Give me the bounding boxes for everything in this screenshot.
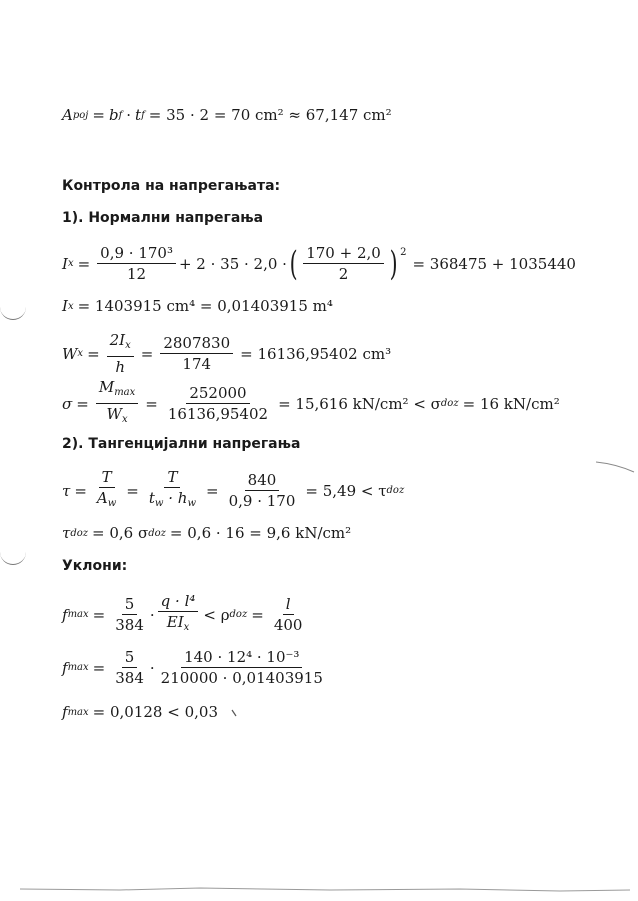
equation-sigma: σ = $\frac{M_{max}}{W_x}$ = $\frac{252000}{16136,95402}$ = 15,616 kN/cm² < σ doz = 16 kN/cm² bbox=[62, 378, 560, 429]
equation-rhs: = 5,49 < τ bbox=[305, 481, 387, 500]
var: f bbox=[62, 658, 68, 677]
denominator: 0,9 · 170 bbox=[228, 492, 296, 510]
sub: f bbox=[141, 109, 145, 121]
shear-stress-heading: 2). Тангенцијални напрегања bbox=[62, 436, 301, 452]
sub: doz bbox=[229, 609, 248, 620]
denominator: 16136,95402 bbox=[167, 405, 269, 423]
numerator: 140 · 12⁴ · 10⁻³ bbox=[181, 648, 302, 668]
numerator: q · l⁴ bbox=[160, 592, 196, 610]
denominator: A bbox=[96, 489, 108, 507]
equation-tau: τ = $\frac{T}{A_w}$ = $\frac{T}{t_w \cdot h_w}$ = $\frac{840}{0,9 \cdot 170}$ = 5,49 < τ doz bbox=[62, 468, 404, 513]
sub: doz bbox=[70, 527, 89, 539]
var: t bbox=[135, 106, 142, 124]
sub: x bbox=[121, 414, 128, 425]
denominator: EI bbox=[166, 613, 184, 631]
equation-rhs: = 16136,95402 cm³ bbox=[240, 344, 392, 363]
denominator: t bbox=[148, 489, 155, 507]
left-paren: ( bbox=[289, 243, 298, 284]
equation-rhs: = 15,616 kN/cm² < σ bbox=[278, 394, 441, 413]
equation-mid: + 2 · 35 · 2,0 · bbox=[178, 254, 287, 273]
equation-rhs: = 1403915 cm⁴ = 0,01403915 m⁴ bbox=[77, 297, 333, 315]
sub: doz bbox=[148, 527, 166, 539]
sub: max bbox=[67, 706, 89, 718]
numerator: 2807830 bbox=[160, 334, 233, 354]
denominator: 2 bbox=[338, 265, 349, 283]
numerator: M bbox=[98, 378, 115, 396]
equation-rhs: = 0,0128 < 0,03 bbox=[92, 703, 218, 721]
numerator: T bbox=[167, 468, 178, 486]
equation-apoj: A poj = b f · t f = 35 · 2 = 70 cm² ≈ 67,147 cm² bbox=[62, 106, 392, 124]
fraction bbox=[107, 331, 134, 376]
section-heading: Контрола на напрегањата: bbox=[62, 178, 281, 194]
punch-hole-mark bbox=[0, 550, 26, 565]
numerator: 170 + 2,0 bbox=[303, 244, 384, 264]
var: τ bbox=[62, 481, 71, 500]
right-paren: ) bbox=[389, 243, 398, 284]
var: f bbox=[62, 605, 68, 624]
sub: max bbox=[67, 662, 89, 673]
var: f bbox=[62, 703, 68, 721]
sub: f bbox=[118, 109, 123, 121]
exponent: 2 bbox=[400, 247, 407, 258]
var: σ bbox=[62, 394, 73, 413]
var: I bbox=[62, 254, 68, 273]
equation-mid: = 0,6 σ bbox=[92, 524, 149, 542]
fraction bbox=[226, 471, 299, 510]
sub: max bbox=[114, 387, 136, 398]
sub: w bbox=[187, 498, 197, 509]
sub: x bbox=[67, 258, 74, 269]
fraction bbox=[94, 468, 119, 513]
equation-rhs: = 35 · 2 = 70 cm² ≈ 67,147 cm² bbox=[148, 106, 392, 124]
denominator: 400 bbox=[273, 616, 303, 634]
fraction bbox=[158, 592, 199, 637]
var: I bbox=[62, 297, 68, 315]
fraction bbox=[160, 334, 233, 373]
denominator: 174 bbox=[182, 355, 212, 373]
numerator: 252000 bbox=[186, 384, 249, 404]
denominator: 384 bbox=[115, 616, 144, 634]
fraction bbox=[303, 244, 384, 283]
numerator: 5 bbox=[122, 648, 138, 668]
equation-ix-value bbox=[62, 297, 333, 315]
fraction bbox=[96, 378, 138, 429]
var: τ bbox=[62, 524, 71, 542]
sub: x bbox=[77, 348, 84, 359]
sub: w bbox=[154, 498, 164, 509]
fraction bbox=[271, 595, 306, 634]
sub: x bbox=[125, 340, 131, 351]
sub: x bbox=[67, 300, 74, 312]
numerator: 0,9 · 170³ bbox=[97, 244, 176, 264]
equation-taudoz bbox=[62, 524, 351, 542]
punch-hole-mark bbox=[0, 305, 26, 320]
sub: poj bbox=[72, 109, 89, 121]
fraction bbox=[158, 648, 326, 687]
fraction bbox=[165, 384, 271, 423]
var: b bbox=[108, 106, 119, 124]
page-edge-shadow bbox=[0, 885, 638, 895]
fraction bbox=[112, 595, 147, 634]
denominator: 210000 · 0,01403915 bbox=[160, 669, 323, 687]
equation-wx: W x = $\frac{2I_x}{h}$ = $\frac{2807830}{174}$ = 16136,95402 cm³ bbox=[62, 331, 392, 376]
numerator: T bbox=[101, 468, 112, 486]
sub: x bbox=[183, 622, 190, 633]
equation-fmax-formula: f max = $\frac{5}{384}$ · $\frac{\text{q · l⁴}}{EI_x}$ < ρ doz = $\frac{l}{400}$ bbox=[62, 592, 308, 637]
equation-mid: < ρ bbox=[203, 605, 230, 624]
fraction bbox=[146, 468, 199, 513]
equation-fmax-result bbox=[62, 703, 218, 721]
sub: doz bbox=[440, 398, 459, 409]
equation-fmax-substituted: f max = $\frac{5}{384}$ · $\frac{\text{140 · 12⁴ · 10⁻³}}{210000 \cdot 0,01403915}$ bbox=[62, 648, 329, 687]
sub: doz bbox=[386, 485, 405, 496]
numerator: 840 bbox=[245, 471, 280, 491]
deflection-heading: Уклони: bbox=[62, 558, 128, 574]
denominator: 384 bbox=[115, 669, 144, 687]
numerator: l bbox=[285, 595, 291, 613]
denominator: W bbox=[106, 405, 122, 423]
numerator: 5 bbox=[122, 595, 138, 615]
equation-rhs-tail: = 16 kN/cm² bbox=[462, 394, 560, 413]
scan-mark bbox=[596, 460, 636, 474]
sub: w bbox=[107, 498, 117, 509]
var: W bbox=[62, 344, 78, 363]
fraction bbox=[112, 648, 147, 687]
var: A bbox=[62, 106, 73, 124]
equation-rhs: = 368475 + 1035440 bbox=[412, 254, 576, 273]
normal-stress-heading: 1). Нормални напрегања bbox=[62, 210, 264, 226]
equation-ix-expanded: I x = $\frac{\text{0,9 · 170³}}{12}$ + 2 · 35 · 2,0 · ( $\frac{170 + 2,0}{2}$ ) $^2$ = 368475 + 1035440 bbox=[62, 243, 576, 284]
numerator: 2I bbox=[109, 331, 126, 349]
pencil-mark bbox=[230, 708, 244, 720]
fraction bbox=[97, 244, 176, 283]
denominator: 12 bbox=[127, 265, 147, 283]
denominator-part: · h bbox=[168, 489, 188, 507]
equation-rhs: = 0,6 · 16 = 9,6 kN/cm² bbox=[169, 524, 352, 542]
denominator: h bbox=[115, 358, 126, 376]
sub: max bbox=[67, 609, 89, 620]
